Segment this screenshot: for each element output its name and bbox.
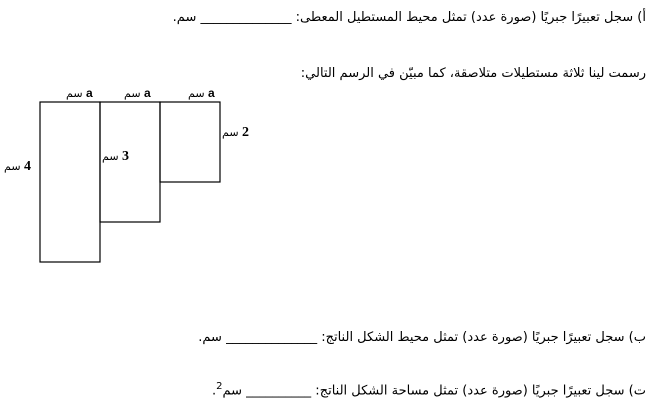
question-c-text: ت) سجل تعبيرًا جبريًا (صورة عدد) تمثل مساحة الشكل الناتج: __________ سم bbox=[222, 383, 646, 399]
rectangle-short bbox=[160, 102, 220, 182]
unit-exponent: 2 bbox=[216, 381, 223, 392]
height-label-tall: 4 سم bbox=[4, 159, 32, 174]
width-label-2: a سم bbox=[124, 86, 151, 100]
question-c-end: . bbox=[211, 383, 217, 399]
width-label-3: a سم bbox=[188, 86, 215, 100]
question-c bbox=[212, 379, 646, 399]
height-label-middle: 3 سم bbox=[102, 149, 130, 164]
question-b: ب) سجل تعبيرًا جبريًا (صورة عدد) تمثل محيط الشكل الناتج: ______________ سم. bbox=[198, 330, 646, 345]
rectangle-tall bbox=[40, 102, 100, 262]
height-label-short: 2 سم bbox=[222, 125, 250, 140]
question-a: أ) سجل تعبيرًا جبريًا (صورة عدد) تمثل محيط المستطيل المعطى: ______________ سم. bbox=[172, 10, 646, 25]
width-label-1: a سم bbox=[66, 86, 93, 100]
figure-intro: رسمت لينا ثلاثة مستطيلات متلاصقة، كما مبيّن في الرسم التالي: bbox=[300, 66, 646, 81]
